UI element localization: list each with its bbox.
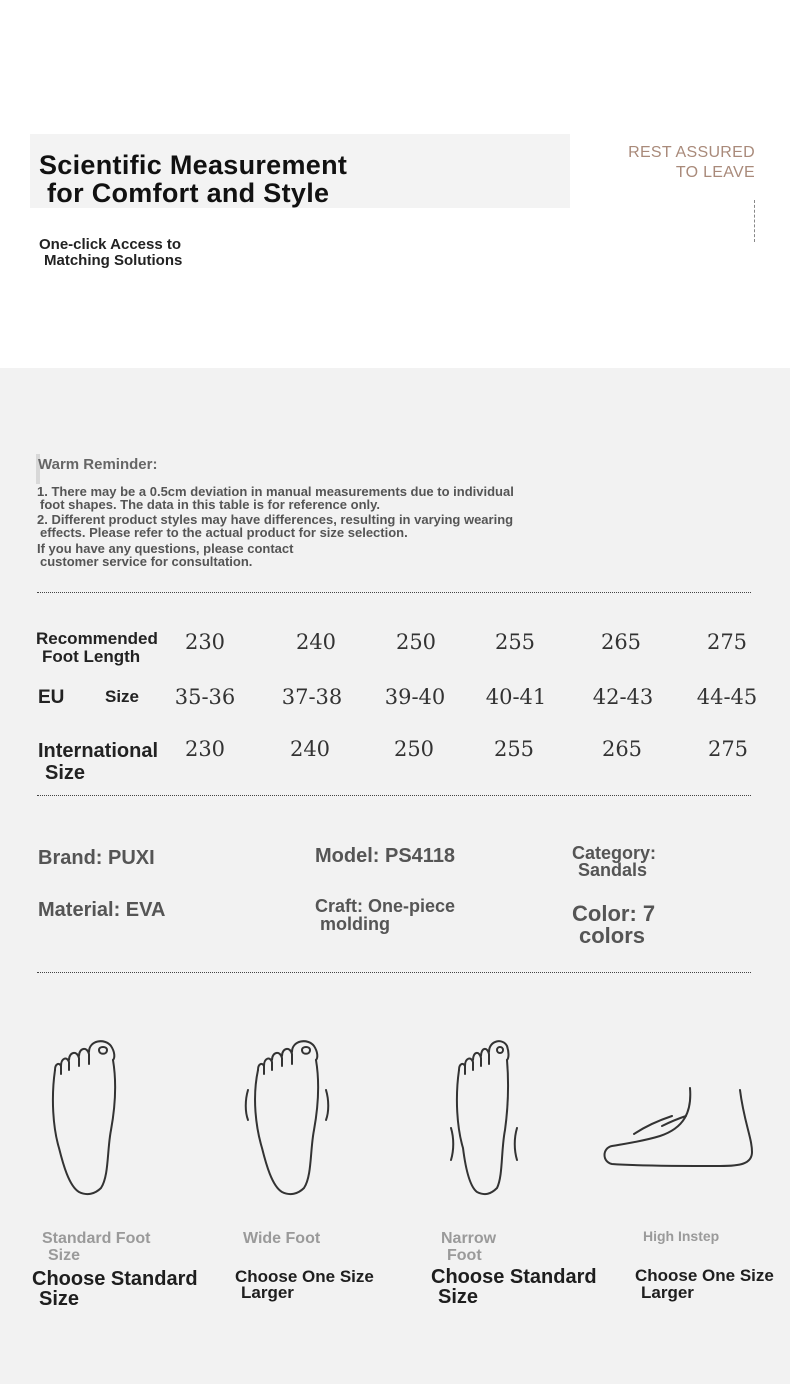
narrow-foot-icon [445, 1038, 525, 1198]
table-cell: 230 [184, 630, 226, 654]
row-label-recommended-foot-length-line-2: Foot Length [42, 647, 141, 666]
brand-value: Brand: PUXI [38, 847, 155, 869]
foot-type-label: High Instep [643, 1228, 720, 1244]
foot-advice-label: Larger [241, 1283, 294, 1302]
reminder-line: effects. Please refer to the actual product for size selection. [40, 525, 408, 540]
color-label: Color: 7 [572, 901, 656, 926]
vertical-dashed-divider [754, 200, 755, 242]
table-cell: 275 [707, 737, 749, 761]
table-cell: 265 [600, 630, 642, 654]
foot-advice-label: Size [438, 1286, 479, 1308]
table-cell: 255 [493, 737, 535, 761]
reminder-title: Warm Reminder: [38, 456, 158, 473]
row-label-eu-size: Size [105, 687, 140, 706]
dotted-divider [37, 592, 751, 593]
rest-assured-line-1: REST ASSURED [628, 144, 755, 161]
category-value: Sandals [578, 860, 648, 880]
reminder-line: 2. Different product styles may have differences, resulting in varying wearing [37, 512, 514, 527]
table-cell: 42-43 [592, 685, 654, 709]
subtitle-line-2: Matching Solutions [44, 252, 183, 269]
foot-advice-label: Choose One Size [635, 1266, 774, 1285]
color-value: colors [579, 923, 646, 948]
row-label-recommended-foot-length: Recommended [36, 629, 158, 648]
table-cell: 37-38 [281, 685, 343, 709]
foot-type-label: Narrow [441, 1230, 497, 1247]
dotted-divider [37, 795, 751, 796]
foot-type-label: Standard Foot [42, 1230, 151, 1247]
row-label-international: International [38, 740, 159, 762]
table-cell: 250 [393, 737, 435, 761]
rest-assured-line-2: TO LEAVE [675, 164, 755, 181]
foot-advice-label: Size [39, 1288, 80, 1310]
standard-foot-icon [45, 1038, 125, 1198]
reminder-line: 1. There may be a 0.5cm deviation in manual measurements due to individual [37, 484, 514, 499]
material-value: Material: EVA [38, 899, 166, 921]
table-cell: 240 [295, 630, 337, 654]
reminder-line: If you have any questions, please contact [37, 541, 294, 556]
craft-label: Craft: One-piece [315, 896, 456, 916]
row-label-international-size: Size [45, 762, 86, 784]
table-cell: 255 [494, 630, 536, 654]
reminder-line: customer service for consultation. [40, 554, 253, 569]
foot-type-label: Size [48, 1247, 81, 1264]
table-cell: 35-36 [174, 685, 236, 709]
subtitle-line-1: One-click Access to [39, 236, 182, 253]
bottom-strip [0, 1384, 790, 1392]
foot-advice-label: Choose Standard [431, 1266, 597, 1288]
category-label: Category: [572, 843, 657, 863]
table-cell: 265 [601, 737, 643, 761]
table-cell: 230 [184, 737, 226, 761]
header-section [0, 0, 790, 368]
table-cell: 39-40 [384, 685, 446, 709]
table-cell: 250 [395, 630, 437, 654]
wide-foot-icon [242, 1038, 332, 1198]
table-cell: 240 [289, 737, 331, 761]
table-cell: 40-41 [485, 685, 547, 709]
page-title-line-2: for Comfort and Style [47, 178, 330, 208]
foot-type-label: Foot [447, 1247, 482, 1264]
dotted-divider [37, 972, 751, 973]
page-title-line-1: Scientific Measurement [39, 150, 348, 180]
craft-value: molding [320, 914, 390, 934]
foot-advice-label: Larger [641, 1283, 694, 1302]
table-cell: 275 [706, 630, 748, 654]
reminder-line: foot shapes. The data in this table is for reference only. [40, 497, 380, 512]
model-value: Model: PS4118 [315, 845, 456, 867]
high-instep-icon [600, 1082, 760, 1172]
foot-advice-label: Choose Standard [32, 1268, 198, 1290]
foot-type-label: Wide Foot [243, 1230, 321, 1247]
table-cell: 44-45 [696, 685, 758, 709]
foot-advice-label: Choose One Size [235, 1267, 374, 1286]
row-label-eu: EU [38, 687, 65, 708]
